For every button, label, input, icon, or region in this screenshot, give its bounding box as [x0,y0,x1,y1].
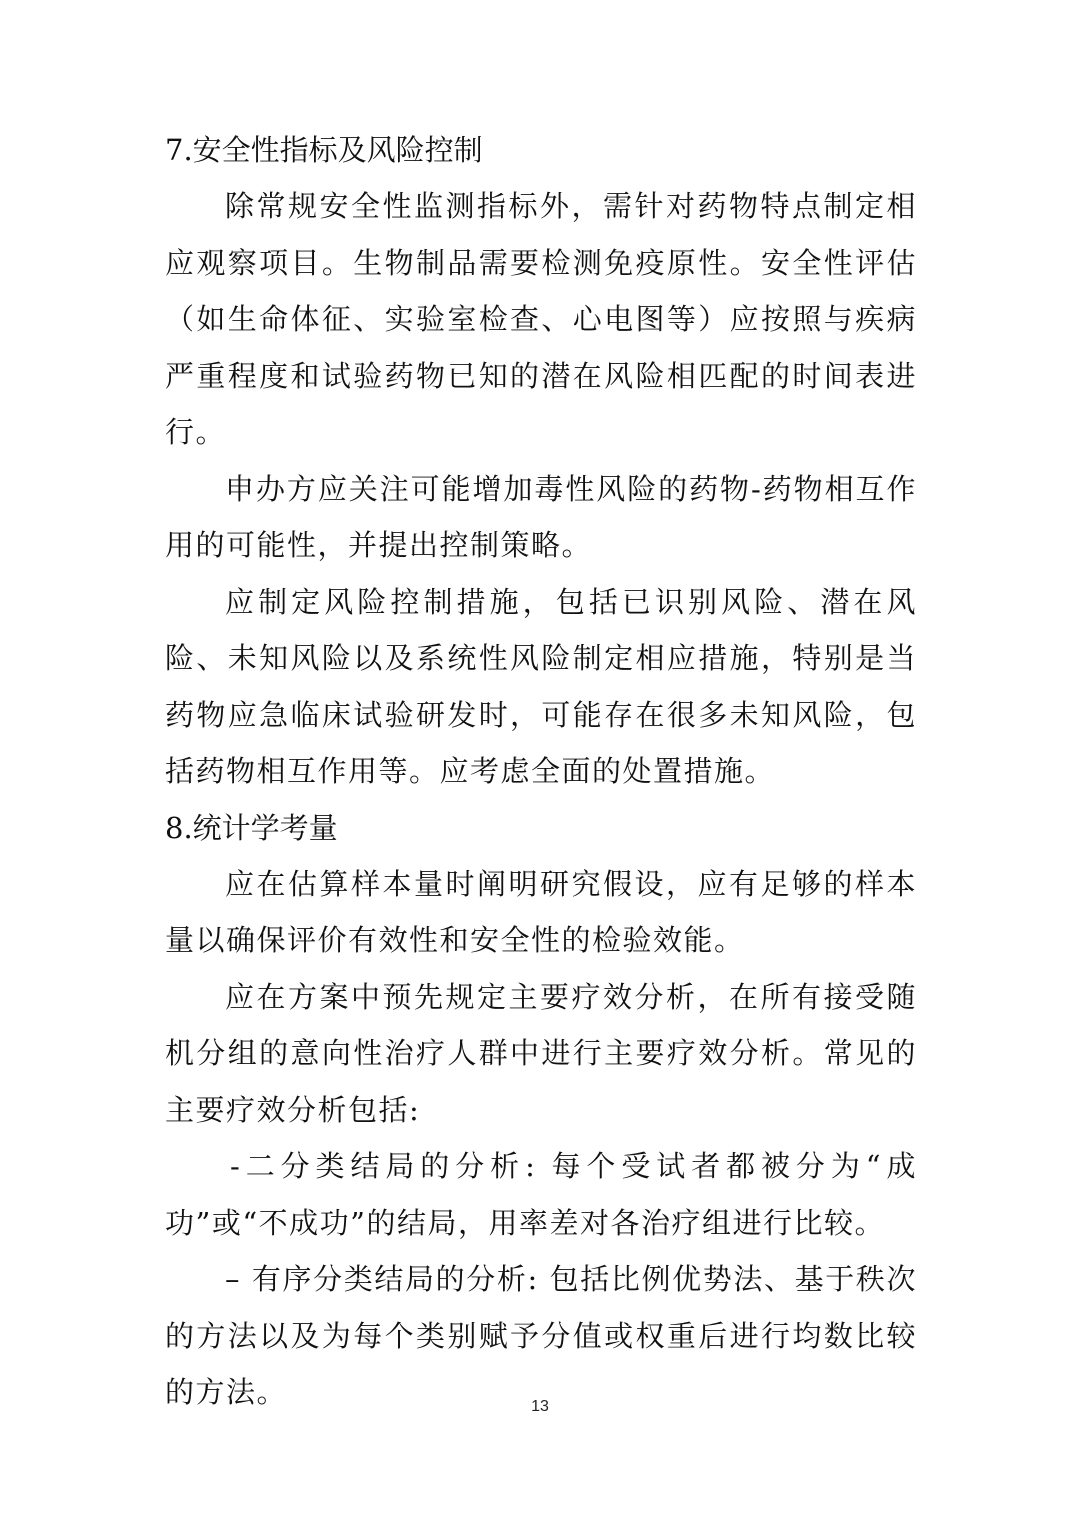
bullet-item: -二分类结局的分析: 每个受试者都被分为“成功”或“不成功”的结局，用率差对各治疗组进行比较。 [165,1149,917,1240]
paragraph: 应制定风险控制措施，包括已识别风险、潜在风险、未知风险以及系统性风险制定相应措施，特别是当药物应急临床试验研发时，可能存在很多未知风险，包括药物相互作用等。应考虑全面的处置措施。 [165,584,917,788]
page-body [165,122,917,1421]
paragraph: 应在估算样本量时阐明研究假设，应有足够的样本量以确保评价有效性和安全性的检验效能。 [165,866,917,957]
paragraph: 应在方案中预先规定主要疗效分析，在所有接受随机分组的意向性治疗人群中进行主要疗效分析。常见的主要疗效分析包括: [165,979,917,1127]
bullet-item: – 有序分类结局的分析: 包括比例优势法、基于秩次的方法以及为每个类别赋予分值或权重后进行均数比较的方法。 [165,1262,917,1409]
page-number: 13 [531,1398,549,1415]
paragraph: 申办方应关注可能增加毒性风险的药物-药物相互作用的可能性，并提出控制策略。 [165,471,917,562]
section-heading: 8.统计学考量 [165,810,338,845]
section-safety [165,122,917,800]
section-heading: 7.安全性指标及风险控制 [165,133,483,167]
paragraph: 除常规安全性监测指标外，需针对药物特点制定相应观察项目。生物制品需要检测免疫原性。安全性评估（如生命体征、实验室检查、心电图等）应按照与疾病严重程度和试验药物已知的潜在风险相匹配的时间表进行。 [165,189,917,449]
section-statistics [165,800,917,1421]
